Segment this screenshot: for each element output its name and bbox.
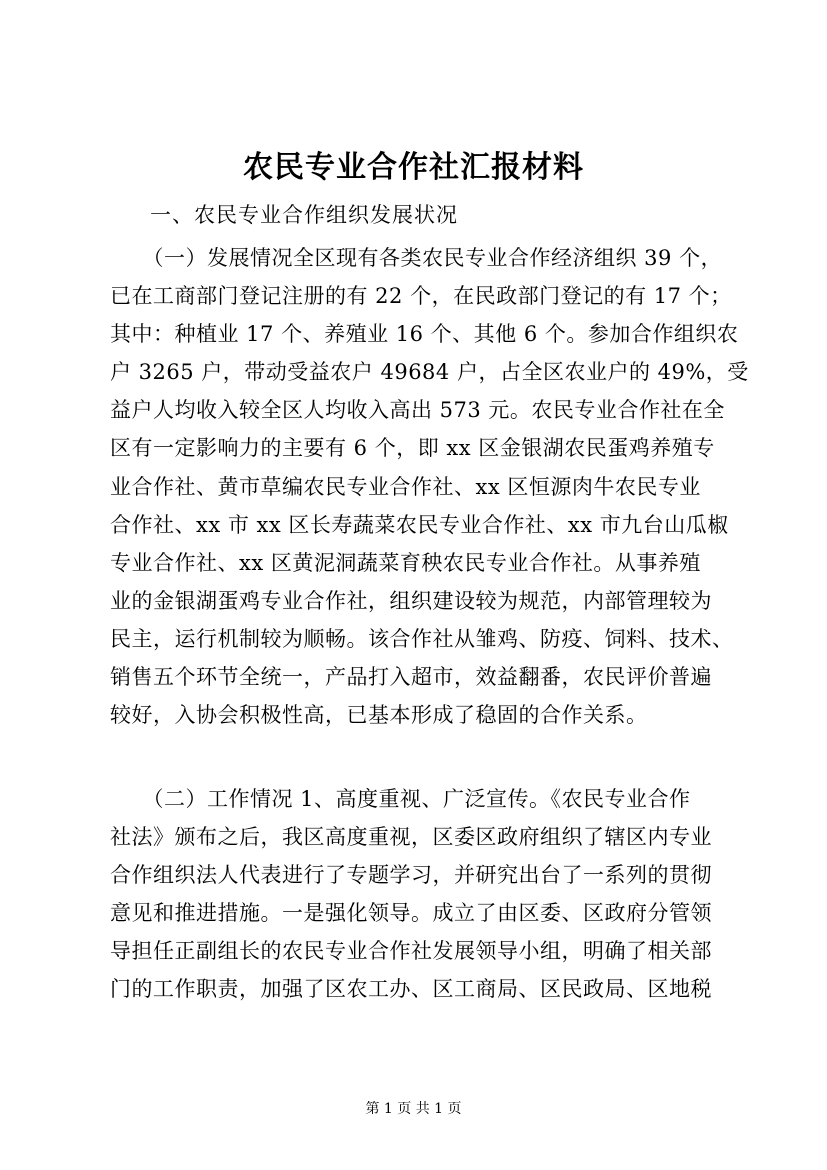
- paragraph-line: （二）工作情况 1、高度重视、广泛宣传。《农民专业合作: [110, 787, 691, 811]
- paragraph-line: 销售五个环节全统一，产品打入超市，效益翻番，农民评价普遍: [110, 665, 712, 690]
- paragraph-line: 区有一定影响力的主要有 6 个，即 xx 区金银湖农民蛋鸡养殖专: [110, 436, 715, 461]
- paragraph-line: 益户人均收入较全区人均收入高出 573 元。农民专业合作社在全: [110, 398, 725, 423]
- paragraph-line: 较好，入协会积极性高，已基本形成了稳固的合作关系。: [110, 703, 648, 728]
- paragraph-work-status: [110, 780, 740, 1009]
- paragraph-line: 户 3265 户，带动受益农户 49684 户，占全区农业户的 49%，受: [110, 360, 749, 385]
- page-number-footer: 第 1 页 共 1 页: [365, 1101, 462, 1117]
- paragraph-line: 已在工商部门登记注册的有 22 个，在民政部门登记的有 17 个；: [110, 284, 732, 309]
- paragraph-line: 合作组织法人代表进行了专题学习，并研究出台了一系列的贯彻: [110, 863, 712, 888]
- paragraph-line: 导担任正副组长的农民专业合作社发展领导小组，明确了相关部: [110, 939, 712, 964]
- paragraph-line: 其中：种植业 17 个、养殖业 16 个、其他 6 个。参加合作组织农: [110, 322, 739, 347]
- paragraph-line: 民主，运行机制较为顺畅。该合作社从雏鸡、防疫、饲料、技术、: [110, 626, 734, 651]
- paragraph-line: 业的金银湖蛋鸡专业合作社，组织建设较为规范，内部管理较为: [110, 588, 712, 613]
- paragraph-line: （一）发展情况全区现有各类农民专业合作经济组织 39 个，: [110, 246, 723, 270]
- paragraph-line: 门的工作职责，加强了区农工办、区工商局、区民政局、区地税: [110, 977, 712, 1002]
- paragraph-line: 业合作社、黄市草编农民专业合作社、xx 区恒源肉牛农民专业: [110, 474, 701, 499]
- section-heading: 一、农民专业合作组织发展状况: [150, 203, 458, 227]
- paragraph-line: 意见和推进措施。一是强化领导。成立了由区委、区政府分管领: [110, 901, 712, 926]
- paragraph-line: 合作社、xx 市 xx 区长寿蔬菜农民专业合作社、xx 市九台山瓜椒: [110, 512, 729, 537]
- document-title: 农民专业合作社汇报材料: [243, 150, 584, 185]
- paragraph-line: 专业合作社、xx 区黄泥洞蔬菜育秧农民专业合作社。从事养殖: [110, 550, 701, 575]
- paragraph-development-status: [110, 239, 749, 734]
- paragraph-line: 社法》颁布之后，我区高度重视，区委区政府组织了辖区内专业: [110, 825, 712, 850]
